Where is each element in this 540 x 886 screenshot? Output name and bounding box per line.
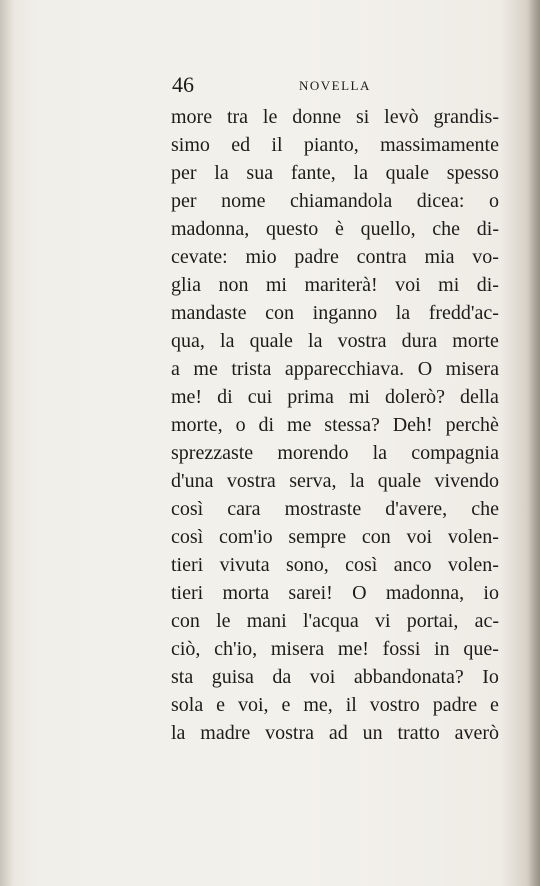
text-line: sprezzaste morendo la compagnia: [171, 442, 499, 464]
text-line: cevate: mio padre contra mia vo-: [171, 246, 499, 268]
text-line: sta guisa da voi abbandonata? Io: [171, 666, 499, 688]
text-line: tieri morta sarei! O madonna, io: [171, 582, 499, 604]
text-line: glia non mi mariterà! voi mi di-: [171, 274, 499, 296]
text-line: sola e voi, e me, il vostro padre e: [171, 694, 499, 716]
body-text: [171, 103, 499, 747]
text-line: simo ed il pianto, massimamente: [171, 134, 499, 156]
text-line: per la sua fante, la quale spesso: [171, 162, 499, 184]
text-line: morte, o di me stessa? Deh! perchè: [171, 414, 499, 436]
text-line: ciò, ch'io, misera me! fossi in que-: [171, 638, 499, 660]
text-line: qua, la quale la vostra dura morte: [171, 330, 499, 352]
text-line: mandaste con inganno la fredd'ac-: [171, 302, 499, 324]
text-line: d'una vostra serva, la quale vivendo: [171, 470, 499, 492]
running-head: NOVELLA: [299, 78, 371, 93]
text-line: more tra le donne si levò grandis-: [171, 106, 499, 128]
text-line: a me trista apparecchiava. O misera: [171, 358, 499, 380]
text-line: così cara mostraste d'avere, che: [171, 498, 499, 520]
text-line: madonna, questo è quello, che di-: [171, 218, 499, 240]
text-line: per nome chiamandola dicea: o: [171, 190, 499, 212]
text-line: la madre vostra ad un tratto averò: [171, 722, 499, 744]
text-line: tieri vivuta sono, così anco volen-: [171, 554, 499, 576]
text-line: me! di cui prima mi dolerò? della: [171, 386, 499, 408]
page-header: [172, 72, 502, 100]
page-number: 46: [172, 72, 194, 97]
text-line: con le mani l'acqua vi portai, ac-: [171, 610, 499, 632]
text-line: così com'io sempre con voi volen-: [171, 526, 499, 548]
